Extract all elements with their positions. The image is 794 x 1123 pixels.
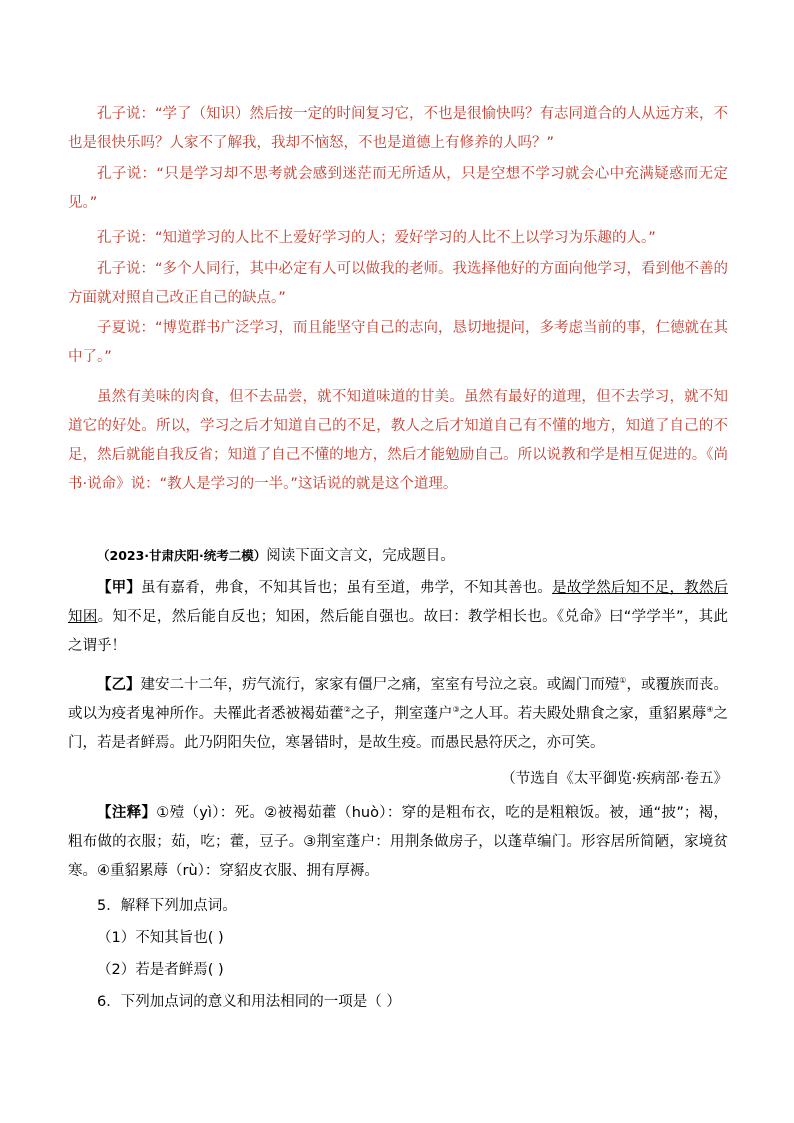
- question-5-prompt: 5．解释下列加点词。: [97, 898, 237, 914]
- translation-paragraph-6: 虽然有美味的肉食，但不去品尝，就不知道味道的甘美。虽然有最好的道理，但不去学习，就不知道它的好处。所以，学习之后才知道自己的不足，教人之后才知道自己有不懂的地方，知道了自己的不足，然后就能自我反省；知道了自己不懂的地方，然后才能勉励自己。所以说教和学是相互促进的。《尚书·说命》说：“教人是学习的一半。”这话说的就是这个道理。: [68, 389, 728, 492]
- passage-yi-text-b: ，或覆族而丧。或以为疫者鬼神所作。夫罹此者悉被褐茹藿: [68, 677, 729, 722]
- question-5-item-1: （1）不知其旨也( ): [97, 930, 224, 946]
- translation-paragraph-1: 孔子说：“学了（知识）然后按一定的时间复习它，不也是很愉快吗？有志同道合的人从远方来，不也是很快乐吗？人家不了解我，我却不恼怒，不也是道德上有修养的人吗？”: [68, 106, 729, 151]
- footnote-marker-4: ④: [706, 705, 714, 715]
- annotation-label: 【注释】: [97, 805, 157, 821]
- passage-yi-text-a: 建安二十二年，疠气流行，家家有僵尸之痛，室室有号泣之哀。或阖门而殪: [140, 677, 620, 693]
- passage-jia-text-b: 。知不足，然后能自反也；知困，然后能自强也。故曰：教学相长也。《兑命》曰“学学半”，其此之谓乎！: [68, 609, 728, 654]
- passage-yi-text-d: 之人耳。若夫殿处鼎食之家，重貂累蓐: [459, 706, 707, 722]
- footnote-marker-3: ③: [452, 705, 460, 715]
- question-6-prompt: 6．下列加点词的意义和用法相同的一项是（ ）: [97, 994, 401, 1010]
- translation-paragraph-3: 孔子说：“知道学习的人比不上爱好学习的人；爱好学习的人比不上以学习为乐趣的人。”: [97, 230, 656, 246]
- question-source: （2023·甘肃庆阳·统考二模）: [97, 548, 267, 563]
- passage-jia-text-a: 虽有嘉肴，弗食，不知其旨也；虽有至道，弗学，不知其善也。: [141, 580, 553, 596]
- annotation-text: ①殪（yì）：死。②被褐茹藿（huò）：穿的是粗布衣，吃的是粗粮饭。被，通“披”；褐，粗布做的衣服；茹，吃；藿，豆子。③荆室蓬户：用荆条做房子，以蓬草编门。形容居所简陋，家境贫寒。④重貂累蓐（rù）：穿貂皮衣服、拥有厚褥。: [68, 805, 728, 879]
- passage-jia: [68, 574, 728, 661]
- passage-yi-text-c: 之子，荆室蓬户: [350, 706, 453, 722]
- passage-jia-underlined: 是故学然后知不足，教然后知困: [68, 580, 729, 625]
- footnote-marker-2: ②: [343, 705, 351, 715]
- passage-yi-label: 【乙】: [97, 677, 141, 693]
- translation-paragraph-5: 子夏说：“博览群书广泛学习，而且能坚守自己的志向，恳切地提问，多考虑当前的事，仁德就在其中了。”: [68, 320, 729, 365]
- passage-yi-text-e: 之门，若是者鲜焉。此乃阴阳失位，寒暑错时，是故生疫。而愚民悬符厌之，亦可笑。: [68, 706, 729, 751]
- translation-paragraph-4: 孔子说：“多个人同行，其中必定有人可以做我的老师。我选择他好的方面向他学习，看到他不善的方面就对照自己改正自己的缺点。”: [68, 261, 729, 306]
- question-source-line: [68, 541, 728, 571]
- passage-yi: [68, 671, 728, 758]
- passage-citation: （节选自《太平御览·疾病部·卷五》: [501, 771, 728, 787]
- footnote-marker-1: ①: [619, 676, 627, 686]
- passage-jia-label: 【甲】: [97, 580, 142, 596]
- translation-paragraph-2: 孔子说：“只是学习却不思考就会感到迷茫而无所适从，只是空想不学习就会心中充满疑惑而无定见。”: [68, 166, 728, 211]
- annotation-notes: [68, 799, 728, 886]
- question-5-item-2: （2）若是者鲜焉( ): [97, 962, 224, 978]
- question-instruction: 阅读下面文言文，完成题目。: [266, 548, 455, 564]
